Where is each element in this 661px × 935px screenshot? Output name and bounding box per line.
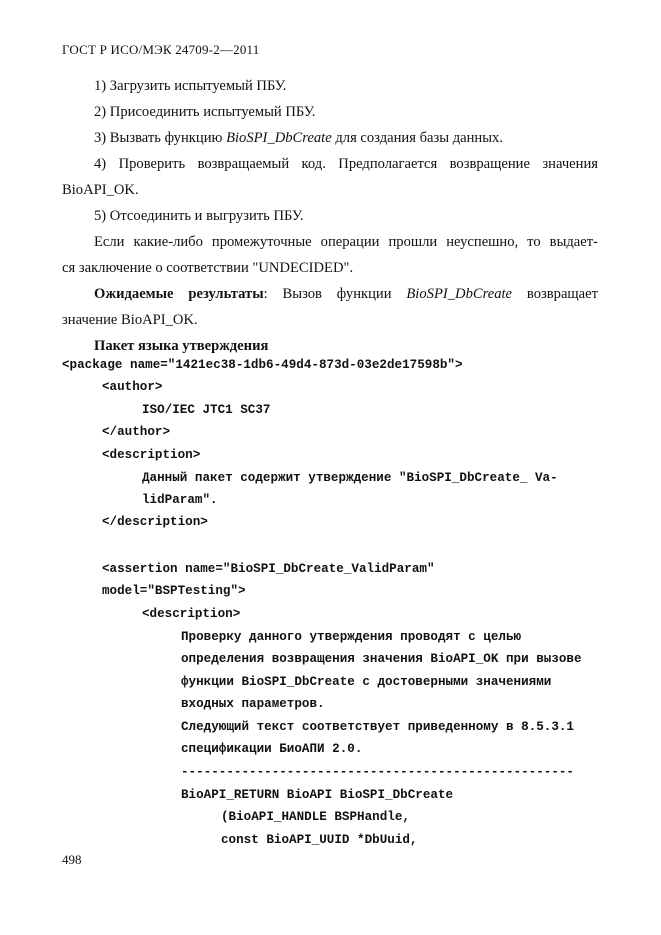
package-title: Пакет языка утверждения — [94, 338, 269, 354]
code-line: определения возвращения значения BioAPI_OK при вызове — [181, 652, 582, 666]
step-3 — [62, 125, 598, 151]
code-line: Следующий текст соответствует приведенному в 8.5.3.1 — [181, 720, 574, 734]
code-line: const BioAPI_UUID *DbUuid, — [221, 833, 418, 847]
expected-results-line-1 — [62, 281, 598, 307]
code-line: </description> — [102, 515, 208, 529]
step-3-pre: 3) Вызвать функцию — [94, 130, 227, 146]
step-1: 1) Загрузить испытуемый ПБУ. — [94, 78, 287, 94]
expected-results-pre: : Вызов функции — [263, 286, 407, 302]
expected-results-line-2: значение BioAPI_OK. — [62, 312, 198, 328]
undecided-line-1: Если какие-либо промежуточные операции прошли неуспешно, то выдает- — [94, 234, 598, 250]
step-3-post: для создания базы данных. — [331, 130, 503, 146]
code-line: (BioAPI_HANDLE BSPHandle, — [221, 810, 410, 824]
document-header: ГОСТ Р ИСО/МЭК 24709-2—2011 — [62, 42, 260, 57]
code-line: функции BioSPI_DbCreate с достоверными значениями — [181, 675, 552, 689]
code-line: Проверку данного утверждения проводят с целью — [181, 630, 522, 644]
code-line: model="BSPTesting"> — [102, 584, 246, 598]
step-2: 2) Присоединить испытуемый ПБУ. — [94, 104, 316, 120]
page-number: 498 — [62, 852, 82, 867]
step-3-function: BioSPI_DbCreate — [226, 130, 332, 146]
step-4-line-1: 4) Проверить возвращаемый код. Предполагается возвращение значения — [94, 156, 598, 172]
step-4-line-2: BioAPI_OK. — [62, 182, 139, 198]
code-separator: ---------------------------------------------------- — [181, 765, 574, 779]
code-line: <description> — [142, 607, 241, 621]
expected-results-post: возвращает — [512, 286, 598, 302]
code-line: Данный пакет содержит утверждение "BioSPI_DbCreate_ Va- — [142, 471, 558, 485]
step-5: 5) Отсоединить и выгрузить ПБУ. — [94, 208, 304, 224]
code-line: входных параметров. — [181, 697, 325, 711]
code-line: <description> — [102, 448, 201, 462]
code-line: </author> — [102, 425, 171, 439]
code-line: спецификации БиоАПИ 2.0. — [181, 742, 363, 756]
code-line: <assertion name="BioSPI_DbCreate_ValidParam" — [102, 562, 435, 576]
undecided-line-2: ся заключение о соответствии "UNDECIDED". — [62, 260, 354, 276]
code-line: ISO/IEC JTC1 SC37 — [142, 403, 271, 417]
code-line: <author> — [102, 380, 163, 394]
expected-results-label: Ожидаемые результаты — [94, 286, 264, 302]
code-line: <package name="1421ec38-1db6-49d4-873d-03e2de17598b"> — [62, 358, 463, 372]
code-line: BioAPI_RETURN BioAPI BioSPI_DbCreate — [181, 788, 454, 802]
code-line: lidParam". — [142, 493, 218, 507]
expected-results-function: BioSPI_DbCreate — [406, 286, 513, 302]
